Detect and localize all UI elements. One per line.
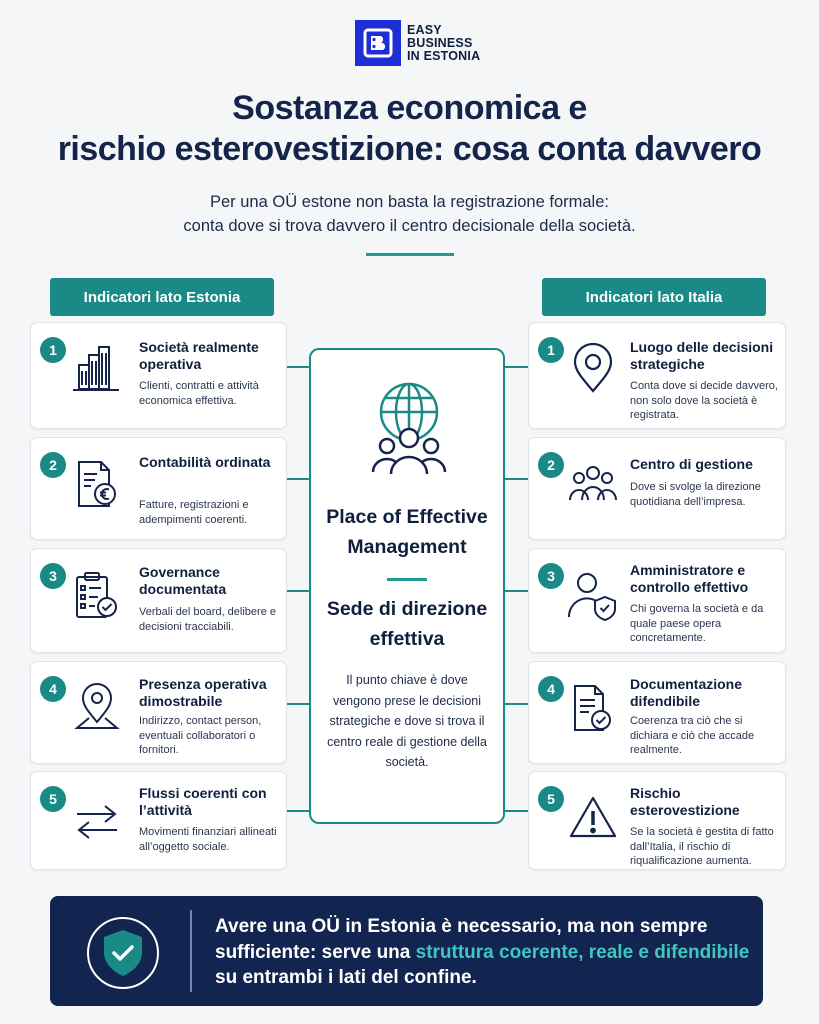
center-divider [387, 578, 427, 581]
card-title: Presenza operativa dimostrabile [139, 676, 267, 709]
card-desc: Chi governa la società e da quale paese opera concretamente. [630, 603, 764, 644]
center-panel [309, 348, 505, 824]
banner-text-part1: Avere una OÜ in Estonia è necessario, ma non sempre sufficiente: serve una [215, 916, 708, 963]
brand-logo [355, 20, 480, 66]
warning-icon [567, 792, 619, 844]
exchange-arrows-icon [71, 796, 123, 848]
step-number: 4 [538, 676, 564, 702]
card-title: Luogo delle decisioni strategiche [630, 339, 774, 372]
map-pin-icon [71, 682, 123, 734]
document-check-icon [567, 682, 619, 734]
connector-right-5 [505, 810, 528, 812]
page-subtitle [0, 190, 819, 238]
card-title: Flussi coerenti con l’attività [139, 785, 267, 818]
banner-separator [190, 910, 192, 992]
card-title: Contabilità ordinata [139, 454, 271, 470]
card-title: Documentazione difendibile [630, 676, 743, 709]
card-desc: Dove si svolge la direzione quotidiana dell’impresa. [630, 481, 761, 508]
shield-check-icon [86, 916, 160, 990]
step-number: 3 [40, 563, 66, 589]
brand-name [407, 24, 480, 63]
banner-text-part2: su entrambi i lati del confine. [215, 967, 477, 988]
step-number: 1 [538, 337, 564, 363]
globe-team-icon [357, 380, 461, 484]
buildings-icon [71, 343, 123, 395]
card-estonia-1 [30, 322, 287, 429]
step-number: 4 [40, 676, 66, 702]
center-description: Il punto chiave è dove vengono prese le decisioni strategiche e dove si trova il centro reale di gestione della società. [327, 673, 487, 769]
connector-left-4 [287, 703, 309, 705]
card-title: Governance documentata [139, 564, 227, 597]
card-italia-3 [528, 548, 786, 653]
page-title-line-2: rischio esterovestizione: cosa conta davvero [57, 130, 762, 168]
card-desc: Indirizzo, contact person, eventuali collaboratori o fornitori. [139, 715, 262, 756]
card-italia-5 [528, 771, 786, 870]
card-italia-4 [528, 661, 786, 764]
step-number: 5 [40, 786, 66, 812]
banner-highlight: struttura coerente, reale e difendibile [415, 941, 750, 963]
subtitle-line-1: Per una OÜ estone non basta la registrazione formale: [210, 193, 609, 211]
banner-message [215, 914, 755, 991]
step-number: 1 [40, 337, 66, 363]
header-italia: Indicatori lato Italia [542, 278, 766, 316]
page-title [0, 88, 819, 170]
card-title: Rischio esterovestizione [630, 785, 740, 818]
card-italia-1 [528, 322, 786, 429]
title-divider [366, 253, 454, 256]
connector-left-2 [287, 478, 309, 480]
clipboard-check-icon [71, 569, 123, 621]
card-desc: Se la società è gestita di fatto dall’Italia, il rischio di riqualificazione aumenta. [630, 826, 774, 867]
card-desc: Clienti, contratti e attività economica effettiva. [139, 380, 259, 407]
bottom-banner [50, 896, 763, 1006]
step-number: 3 [538, 563, 564, 589]
sede-title: Sede di direzione effettiva [326, 598, 488, 650]
card-estonia-5 [30, 771, 287, 870]
card-estonia-3 [30, 548, 287, 653]
pem-title: Place of Effective Management [326, 506, 488, 558]
card-title: Società realmente operativa [139, 339, 259, 372]
location-pin-icon [567, 343, 619, 395]
team-icon [567, 458, 619, 510]
connector-left-1 [287, 366, 309, 368]
card-desc: Movimenti finanziari allineati all’oggetto sociale. [139, 826, 277, 853]
card-title: Amministratore e controllo effettivo [630, 562, 749, 595]
connector-right-4 [505, 703, 528, 705]
brand-mark-icon [355, 20, 401, 66]
step-number: 2 [538, 452, 564, 478]
connector-right-1 [505, 366, 528, 368]
card-italia-2 [528, 437, 786, 540]
card-title: Centro di gestione [630, 456, 753, 472]
card-desc: Fatture, registrazioni e adempimenti coerenti. [139, 499, 249, 526]
user-shield-icon [567, 569, 619, 621]
brand-line-2: BUSINESS [407, 35, 473, 50]
euro-document-icon [71, 458, 123, 510]
step-number: 5 [538, 786, 564, 812]
subtitle-line-2: conta dove si trova davvero il centro decisionale della società. [183, 217, 636, 235]
card-desc: Verbali del board, delibere e decisioni tracciabili. [139, 606, 276, 633]
connector-left-3 [287, 590, 309, 592]
page-title-line-1: Sostanza economica e [232, 89, 587, 127]
brand-line-3: IN ESTONIA [407, 48, 481, 63]
connector-right-2 [505, 478, 528, 480]
step-number: 2 [40, 452, 66, 478]
brand-line-1: EASY [407, 22, 442, 37]
card-desc: Coerenza tra ciò che si dichiara e ciò che accade realmente. [630, 715, 755, 756]
connector-right-3 [505, 590, 528, 592]
card-estonia-2 [30, 437, 287, 540]
header-estonia: Indicatori lato Estonia [50, 278, 274, 316]
card-estonia-4 [30, 661, 287, 764]
card-desc: Conta dove si decide davvero, non solo dove la società è registrata. [630, 380, 778, 421]
connector-left-5 [287, 810, 309, 812]
